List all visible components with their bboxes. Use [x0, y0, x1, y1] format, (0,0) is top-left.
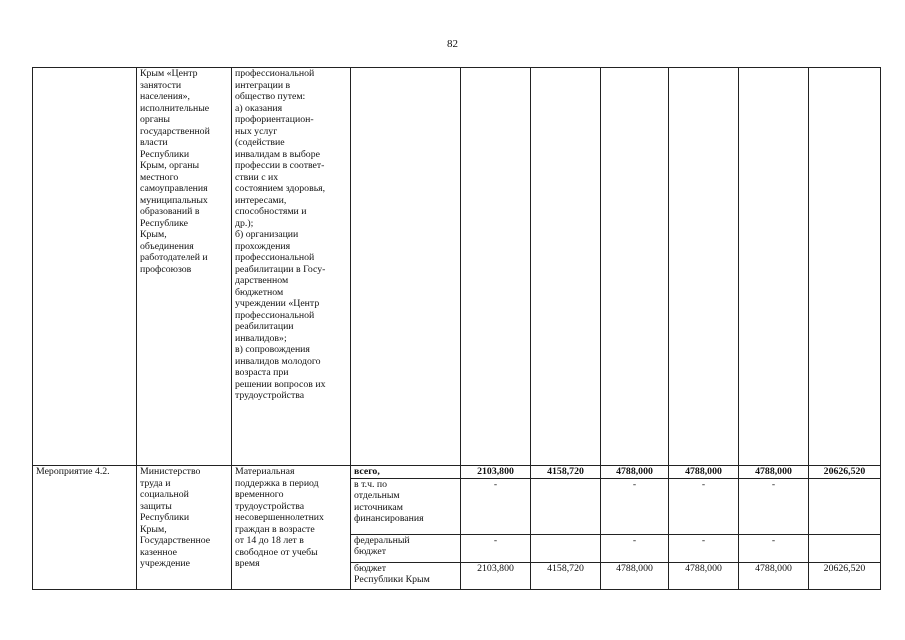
- value-year-1: -: [461, 534, 531, 562]
- value-cell-empty: [531, 68, 601, 466]
- value-year-2: [531, 534, 601, 562]
- value-total: 20626,520: [809, 562, 881, 589]
- funding-source: всего,: [351, 466, 461, 479]
- source-cell-empty: [351, 68, 461, 466]
- value-cell-empty: [739, 68, 809, 466]
- value-year-2: 4158,720: [531, 562, 601, 589]
- funding-source: в т.ч. по отдельным источникам финансирования: [351, 478, 461, 534]
- continued-row: [33, 68, 881, 466]
- value-year-4: -: [669, 534, 739, 562]
- value-cell-empty: [669, 68, 739, 466]
- value-year-3: 4788,000: [601, 562, 669, 589]
- value-year-4: 4788,000: [669, 562, 739, 589]
- value-year-3: -: [601, 534, 669, 562]
- value-year-5: 4788,000: [739, 562, 809, 589]
- executor-cell: Крым «Центр занятости населения», исполнительные органы государственной власти Республики Крым, органы местного самоуправления муниципальных образований в Республике Крым, объединения работодателей и профсоюзов: [137, 68, 232, 466]
- value-year-1: 2103,800: [461, 562, 531, 589]
- measure-description: Материальная поддержка в период временного трудоустройства несовершеннолетних граждан в возрасте от 14 до 18 лет в свободное от учебы время: [232, 466, 351, 590]
- page-number: 82: [447, 38, 458, 50]
- measure-label: Мероприятие 4.2.: [33, 466, 137, 590]
- value-total: 20626,520: [809, 466, 881, 479]
- value-year-3: -: [601, 478, 669, 534]
- value-cell-empty: [809, 68, 881, 466]
- value-year-2: [531, 478, 601, 534]
- value-total: [809, 534, 881, 562]
- value-year-1: -: [461, 478, 531, 534]
- value-year-1: 2103,800: [461, 466, 531, 479]
- value-year-4: -: [669, 478, 739, 534]
- value-year-4: 4788,000: [669, 466, 739, 479]
- funding-source: бюджет Республики Крым: [351, 562, 461, 589]
- program-table: [32, 67, 881, 590]
- description-cell: профессиональной интеграции в общество путем: а) оказания профориентацион- ных услуг (содействие инвалидам в выборе профессии в соответ- ствии с их состоянием здоровья, интересами, способностями и др.); б) организации прохождения профессиональной реабилитации в Госу- дарственном бюджетном учреждении «Центр профессиональной реабилитации инвалидов»; в) сопровождения инвалидов молодого возраста при решении вопросов их трудоустройства: [232, 68, 351, 466]
- total-row: [33, 466, 881, 479]
- value-cell-empty: [461, 68, 531, 466]
- measure-label-cell-empty: [33, 68, 137, 466]
- value-year-2: 4158,720: [531, 466, 601, 479]
- value-year-3: 4788,000: [601, 466, 669, 479]
- measure-executor: Министерство труда и социальной защиты Республики Крым, Государственное казенное учреждение: [137, 466, 232, 590]
- funding-source: федеральный бюджет: [351, 534, 461, 562]
- value-year-5: -: [739, 478, 809, 534]
- value-cell-empty: [601, 68, 669, 466]
- value-year-5: -: [739, 534, 809, 562]
- value-year-5: 4788,000: [739, 466, 809, 479]
- value-total: [809, 478, 881, 534]
